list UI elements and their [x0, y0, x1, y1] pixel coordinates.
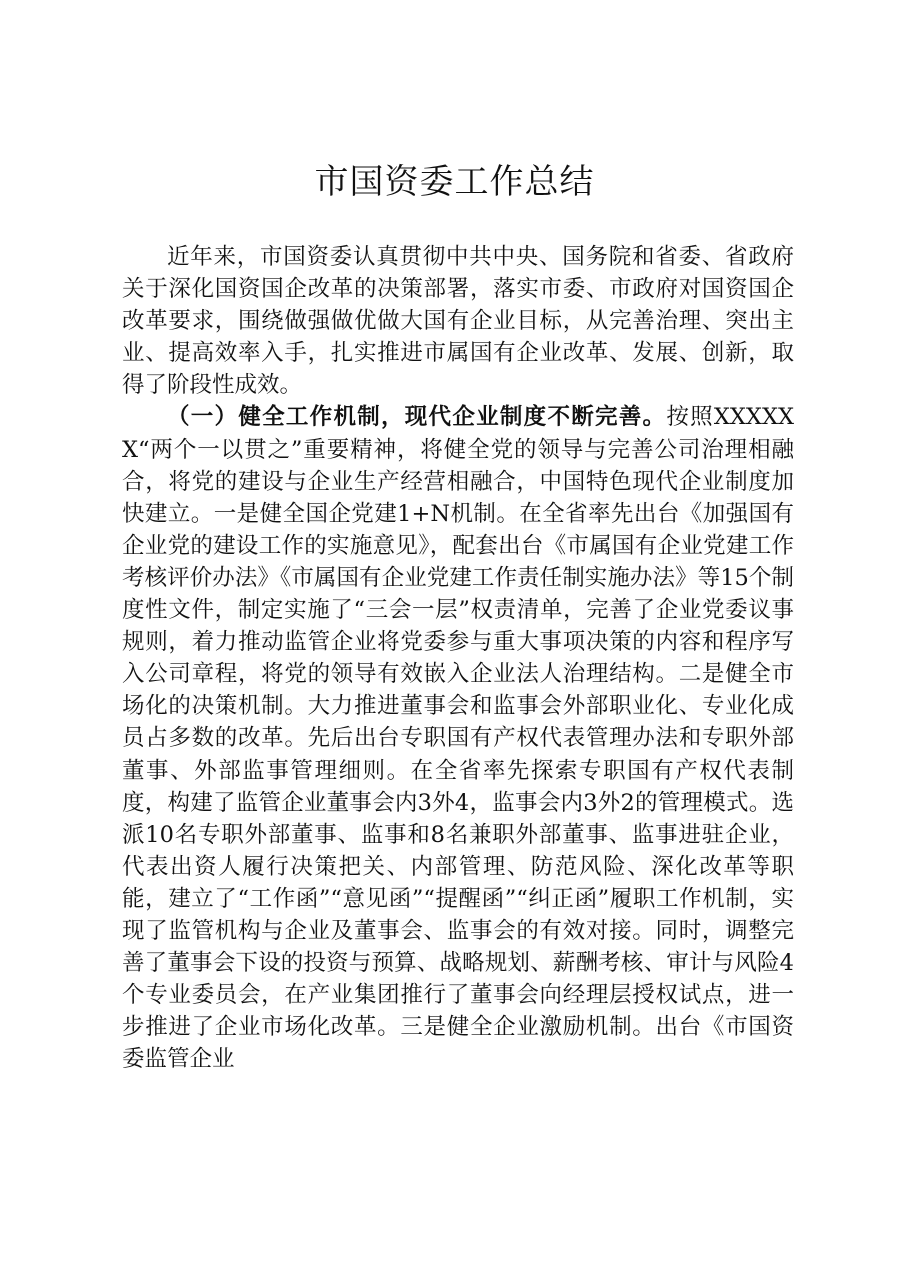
section-1-heading: （一）健全工作机制，现代企业制度不断完善。 [167, 404, 667, 431]
section-1-text: 按照XXXXXX“两个一以贯之”重要精神，将健全党的领导与完善公司治理相融合，将党的建设与企业生产经营相融合，中国特色现代企业制度加快建立。一是健全国企党建1+N机制。在全省率先出台《加强国有企业党的建设工作的实施意见》，配套出台《市属国有企业党建工作考核评价办法》《市属国有企业党建工作责任制实施办法》等15个制度性文件，制定实施了“三会一层”权责清单，完善了企业党委议事规则，着力推动监管企业将党委参与重大事项决策的内容和程序写入公司章程，将党的领导有效嵌入企业法人治理结构。二是健全市场化的决策机制。大力推进董事会和监事会外部职业化、专业化成员占多数的改革。先后出台专职国有产权代表管理办法和专职外部董事、外部监事管理细则。在全省率先探索专职国有产权代表制度，构建了监管企业董事会内3外4，监事会内3外2的管理模式。选派10名专职外部董事、监事和8名兼职外部董事、监事进驻企业，代表出资人履行决策把关、内部管理、防范风险、深化改革等职能，建立了“工作函”“意见函”“提醒函”“纠正函”履职工作机制，实现了监管机构与企业及董事会、监事会的有效对接。同时，调整完善了董事会下设的投资与预算、战略规划、薪酬考核、审计与风险4个专业委员会，在产业集团推行了董事会向经理层授权试点，进一步推进了企业市场化改革。三是健全企业激励机制。出台《市国资委监管企业 [122, 404, 794, 1073]
section-1-paragraph [122, 401, 794, 1075]
document-title: 市国资委工作总结 [314, 162, 595, 202]
intro-paragraph-text: 近年来，市国资委认真贯彻中共中央、国务院和省委、省政府关于深化国资国企改革的决策部署，落实市委、市政府对国资国企改革要求，围绕做强做优做大国有企业目标，从完善治理、突出主业、提高效率入手，扎实推进市属国有企业改革、发展、创新，取得了阶段性成效。 [122, 244, 794, 399]
intro-paragraph [122, 241, 794, 401]
document-body [122, 241, 794, 1075]
